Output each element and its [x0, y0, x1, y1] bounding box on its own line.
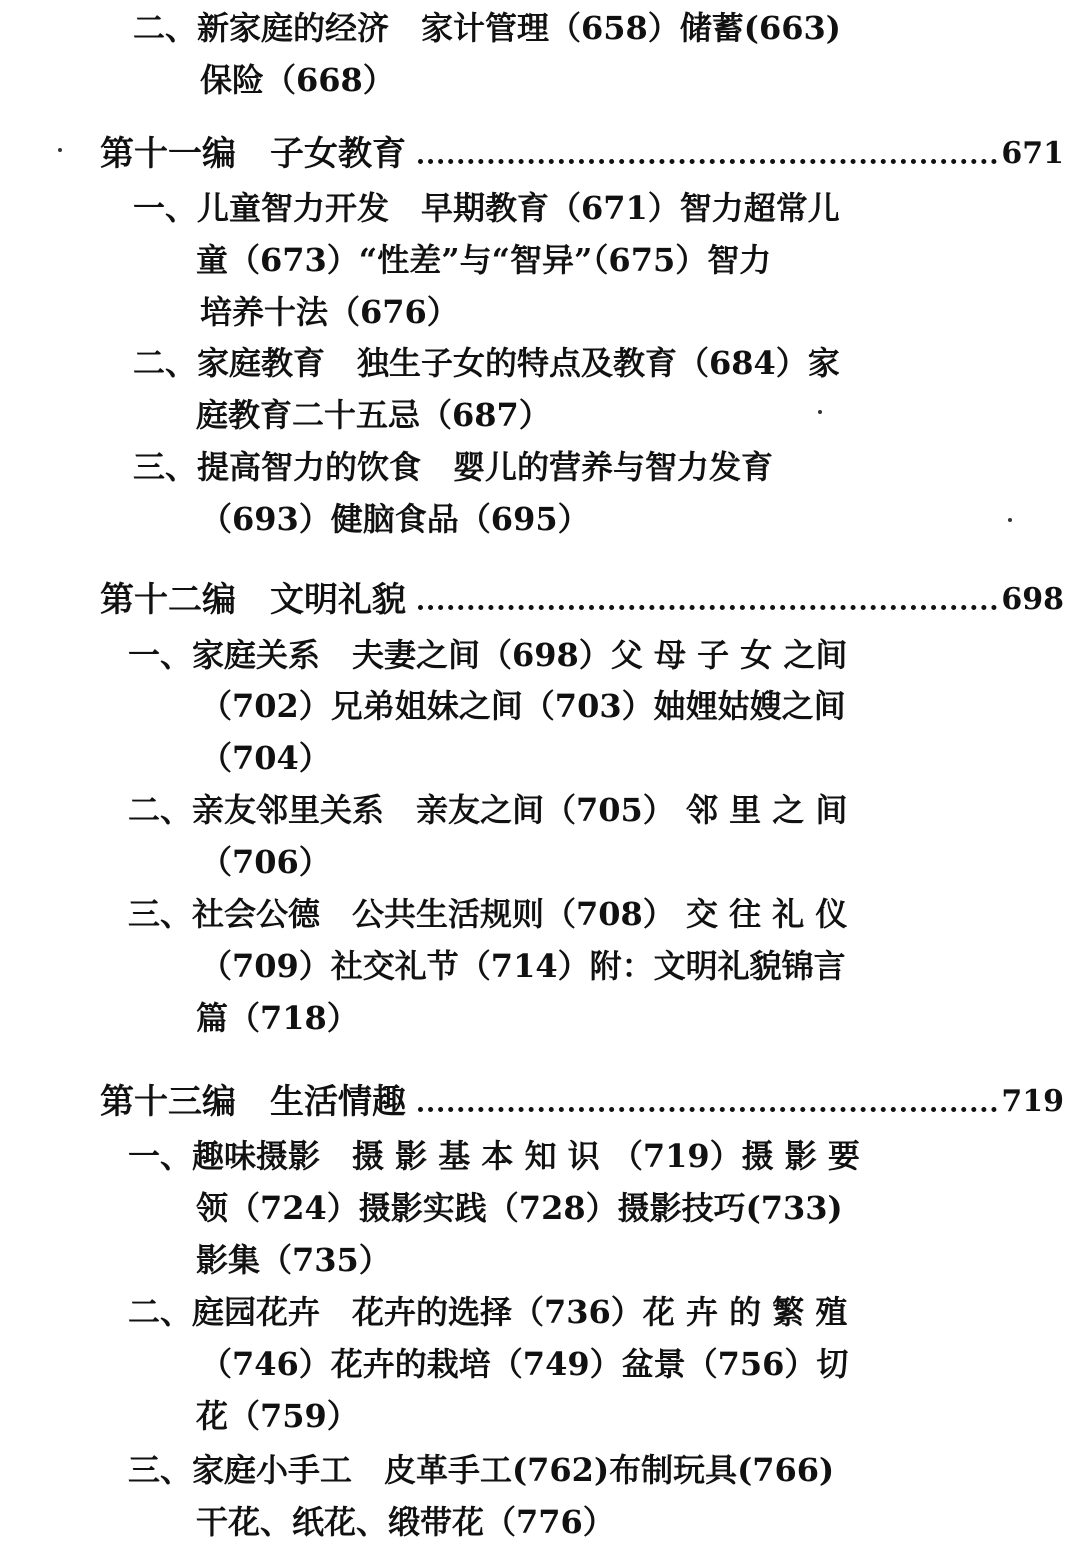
toc-line: 二、新家庭的经济 家计管理（658）储蓄(663) [133, 9, 841, 47]
toc-line: （746）花卉的栽培（749）盆景（756）切 [200, 1345, 849, 1383]
part-heading-11 [100, 132, 1064, 176]
toc-line: （693）健脑食品（695） [200, 500, 590, 538]
toc-line: 三、社会公德 公共生活规则（708） 交 往 礼 仪 [128, 895, 848, 933]
toc-line: 干花、纸花、缎带花（776） [196, 1503, 615, 1541]
part-title: 第十二编 文明礼貌 [100, 580, 406, 620]
part-heading-12 [100, 578, 1064, 622]
scan-speck [58, 148, 62, 152]
toc-line: （709）社交礼节（714）附：文明礼貌锦言 [200, 947, 846, 985]
toc-line: （704） [200, 739, 331, 777]
toc-line: 庭教育二十五忌（687） [196, 396, 551, 434]
toc-line: 一、趣味摄影 摄 影 基 本 知 识 （719）摄 影 要 [128, 1137, 860, 1175]
toc-line: 二、家庭教育 独生子女的特点及教育（684）家 [133, 344, 840, 382]
toc-line: 花（759） [196, 1397, 359, 1435]
part-heading-13 [100, 1080, 1064, 1124]
toc-line: 童（673）“性差”与“智异”（675）智力 [196, 241, 772, 279]
toc-line: 三、家庭小手工 皮革手工(762)布制玩具(766) [128, 1451, 835, 1489]
toc-line: 三、提高智力的饮食 婴儿的营养与智力发育 [133, 448, 774, 486]
toc-line: 一、儿童智力开发 早期教育（671）智力超常儿 [133, 189, 840, 227]
part-title: 第十一编 子女教育 [100, 134, 406, 174]
toc-line: （702）兄弟姐妹之间（703）妯娌姑嫂之间 [200, 687, 846, 725]
dot-leader [418, 605, 997, 610]
toc-line: 二、亲友邻里关系 亲友之间（705） 邻 里 之 间 [128, 791, 848, 829]
toc-line: （706） [200, 843, 331, 881]
dot-leader [418, 159, 997, 164]
part-title: 第十三编 生活情趣 [100, 1082, 406, 1122]
toc-line: 影集（735） [196, 1241, 391, 1279]
part-page-number: 671 [1001, 136, 1064, 171]
part-page-number: 698 [1001, 582, 1064, 617]
toc-line: 二、庭园花卉 花卉的选择（736）花 卉 的 繁 殖 [128, 1293, 848, 1331]
scan-speck [1008, 518, 1012, 522]
toc-line: 保险（668） [200, 61, 395, 99]
toc-line: 领（724）摄影实践（728）摄影技巧(733) [196, 1189, 843, 1227]
scan-speck [818, 410, 822, 414]
part-page-number: 719 [1001, 1084, 1064, 1119]
dot-leader [418, 1107, 997, 1112]
toc-line: 培养十法（676） [200, 293, 459, 331]
toc-line: 篇（718） [196, 999, 359, 1037]
toc-line: 一、家庭关系 夫妻之间（698）父 母 子 女 之间 [128, 636, 848, 674]
